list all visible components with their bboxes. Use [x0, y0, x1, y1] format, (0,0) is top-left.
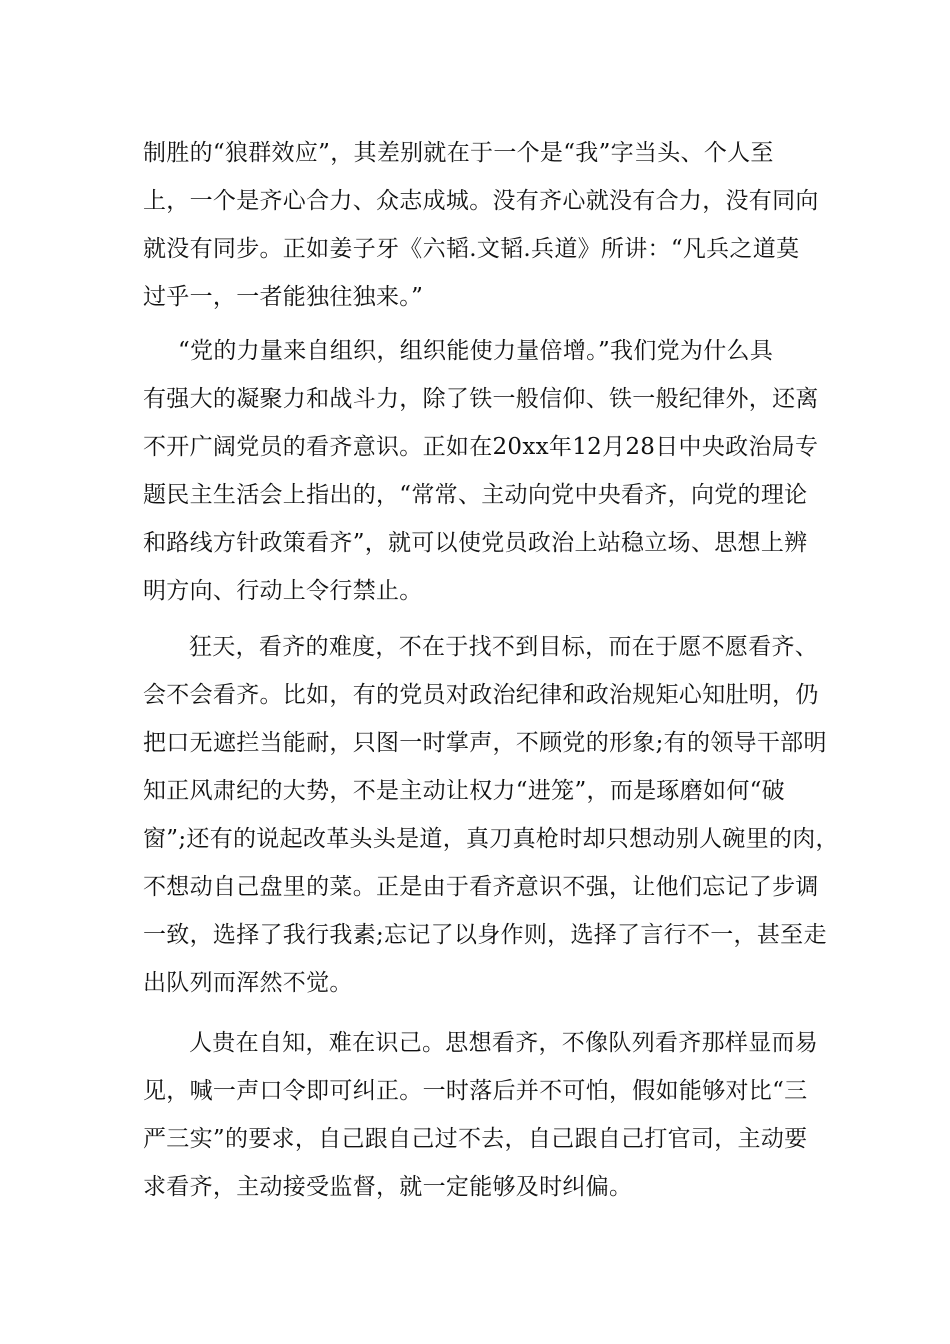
text-line: 和路线方针政策看齐”，就可以使党员政治上站稳立场、思想上辨 — [143, 530, 808, 556]
paragraph-first-line: “党的力量来自组织，组织能使力量倍增。”我们党为什么具 — [178, 338, 774, 364]
text-line: 严三实”的要求，自己跟自己过不去，自己跟自己打官司，主动要 — [143, 1126, 808, 1152]
text-line: 把口无遮拦当能耐，只图一时掌声，不顾党的形象;有的领导干部明 — [143, 730, 827, 756]
text-line: 求看齐，主动接受监督，就一定能够及时纠偏。 — [143, 1174, 633, 1200]
paragraph-first-line: 狂天，看齐的难度，不在于找不到目标，而在于愿不愿看齐、 — [189, 634, 819, 660]
text-line: 一致，选择了我行我素;忘记了以身作则，选择了言行不一，甚至走 — [143, 922, 827, 948]
text-line: 会不会看齐。比如，有的党员对政治纪律和政治规矩心知肚明，仍 — [143, 682, 819, 708]
text-line: 知正风肃纪的大势，不是主动让权力“进笼”，而是琢磨如何“破 — [143, 778, 785, 804]
text-line: 过乎一，一者能独往独来。” — [143, 284, 424, 310]
text-line: 题民主生活会上指出的，“常常、主动向党中央看齐，向党的理论 — [143, 482, 808, 508]
text-line: 不开广阔党员的看齐意识。正如在20xx年12月28日中央政治局专 — [143, 434, 819, 460]
text-line: 出队列而浑然不觉。 — [143, 970, 353, 996]
text-line: 见，喊一声口令即可纠正。一时落后并不可怕，假如能够对比“三 — [143, 1078, 808, 1104]
text-line: 上，一个是齐心合力、众志成城。没有齐心就没有合力，没有同向 — [143, 188, 819, 214]
text-line: 窗”;还有的说起改革头头是道，真刀真枪时却只想动别人碗里的肉， — [143, 826, 839, 852]
text-line: 不想动自己盘里的菜。正是由于看齐意识不强，让他们忘记了步调 — [143, 874, 819, 900]
text-line: 明方向、行动上令行禁止。 — [143, 578, 423, 604]
paragraph-first-line: 人贵在自知，难在识己。思想看齐，不像队列看齐那样显而易 — [189, 1030, 819, 1056]
text-line: 就没有同步。正如姜子牙《六韬.文韬.兵道》所讲：“凡兵之道莫 — [143, 236, 800, 262]
text-line: 有强大的凝聚力和战斗力，除了铁一般信仰、铁一般纪律外，还离 — [143, 386, 819, 412]
text-line: 制胜的“狼群效应”，其差别就在于一个是“我”字当头、个人至 — [143, 140, 774, 166]
